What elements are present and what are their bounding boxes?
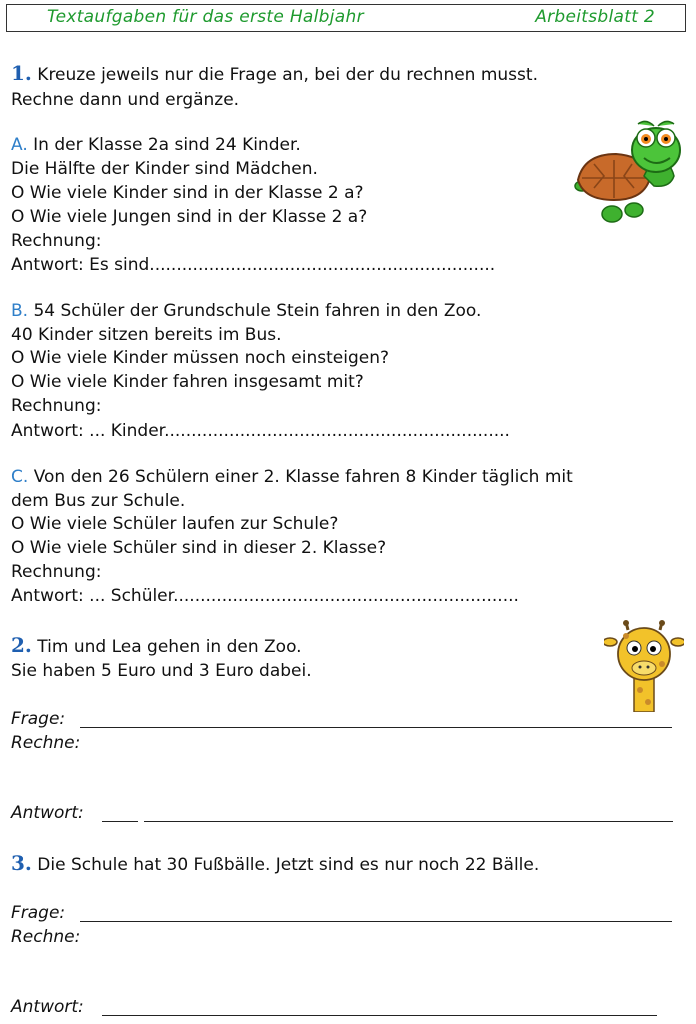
task1c-line2: dem Bus zur Schule. xyxy=(11,491,186,511)
task1-instruction-2: Rechne dann und ergänze. xyxy=(11,90,240,110)
task1a-question2: O Wie viele Jungen sind in der Klasse 2 a? xyxy=(11,207,368,227)
task3-number: 3. xyxy=(11,851,32,875)
task1b-line1 xyxy=(11,300,481,322)
task3-antwort-line[interactable] xyxy=(102,1015,657,1016)
task3-antwort-label: Antwort: xyxy=(11,997,84,1017)
task1b-letter: B. xyxy=(11,301,29,321)
task2-line2: Sie haben 5 Euro und 3 Euro dabei. xyxy=(11,661,312,681)
task2-number: 2. xyxy=(11,633,32,657)
task1c-line1 xyxy=(11,466,573,488)
task3-frage-label: Frage: xyxy=(11,903,66,923)
task1-instruction-line xyxy=(11,62,538,86)
task1c-text1: Von den 26 Schülern einer 2. Klasse fahren 8 Kinder täglich mit xyxy=(33,467,573,487)
task3-line1 xyxy=(11,852,539,876)
task1a-line2: Die Hälfte der Kinder sind Mädchen. xyxy=(11,159,318,179)
task2-text1: Tim und Lea gehen in den Zoo. xyxy=(37,637,302,657)
task1b-rechnung: Rechnung: xyxy=(11,396,102,416)
task2-rechne-label: Rechne: xyxy=(11,733,81,753)
task1c-antwort: Antwort: ... Schüler................................................................ xyxy=(11,586,519,606)
task1-instruction: Kreuze jeweils nur die Frage an, bei der du rechnen musst. xyxy=(37,65,538,85)
task2-antwort-label: Antwort: xyxy=(11,803,84,823)
task3-frage-line[interactable] xyxy=(80,921,672,922)
worksheet-title: Textaufgaben für das erste Halbjahr xyxy=(47,7,364,27)
task2-antwort-line[interactable] xyxy=(144,821,673,822)
task1c-question1: O Wie viele Schüler laufen zur Schule? xyxy=(11,514,339,534)
task2-antwort-short-line[interactable] xyxy=(102,821,138,822)
task1b-text1: 54 Schüler der Grundschule Stein fahren in den Zoo. xyxy=(33,301,482,321)
task1b-question1: O Wie viele Kinder müssen noch einsteigen? xyxy=(11,348,390,368)
task1c-letter: C. xyxy=(11,467,29,487)
task1b-line2: 40 Kinder sitzen bereits im Bus. xyxy=(11,325,282,345)
task1b-antwort: Antwort: ... Kinder................................................................ xyxy=(11,421,510,441)
task1b-question2: O Wie viele Kinder fahren insgesamt mit? xyxy=(11,372,364,392)
task1a-antwort: Antwort: Es sind................................................................ xyxy=(11,255,496,275)
task1a-text1: In der Klasse 2a sind 24 Kinder. xyxy=(33,135,301,155)
worksheet-header xyxy=(6,4,686,32)
task2-frage-label: Frage: xyxy=(11,709,66,729)
task1c-rechnung: Rechnung: xyxy=(11,562,102,582)
task1a-rechnung: Rechnung: xyxy=(11,231,102,251)
task3-text1: Die Schule hat 30 Fußbälle. Jetzt sind es nur noch 22 Bälle. xyxy=(37,855,540,875)
task1a-line1 xyxy=(11,134,301,156)
task1a-question1: O Wie viele Kinder sind in der Klasse 2 a? xyxy=(11,183,364,203)
task1c-question2: O Wie viele Schüler sind in dieser 2. Klasse? xyxy=(11,538,387,558)
task1a-letter: A. xyxy=(11,135,28,155)
giraffe-icon xyxy=(604,620,684,712)
turtle-icon xyxy=(574,116,686,224)
task3-rechne-label: Rechne: xyxy=(11,927,81,947)
task2-frage-line[interactable] xyxy=(80,727,672,728)
task1-number: 1. xyxy=(11,61,32,85)
task2-line1 xyxy=(11,634,302,658)
sheet-number: Arbeitsblatt 2 xyxy=(535,7,655,27)
